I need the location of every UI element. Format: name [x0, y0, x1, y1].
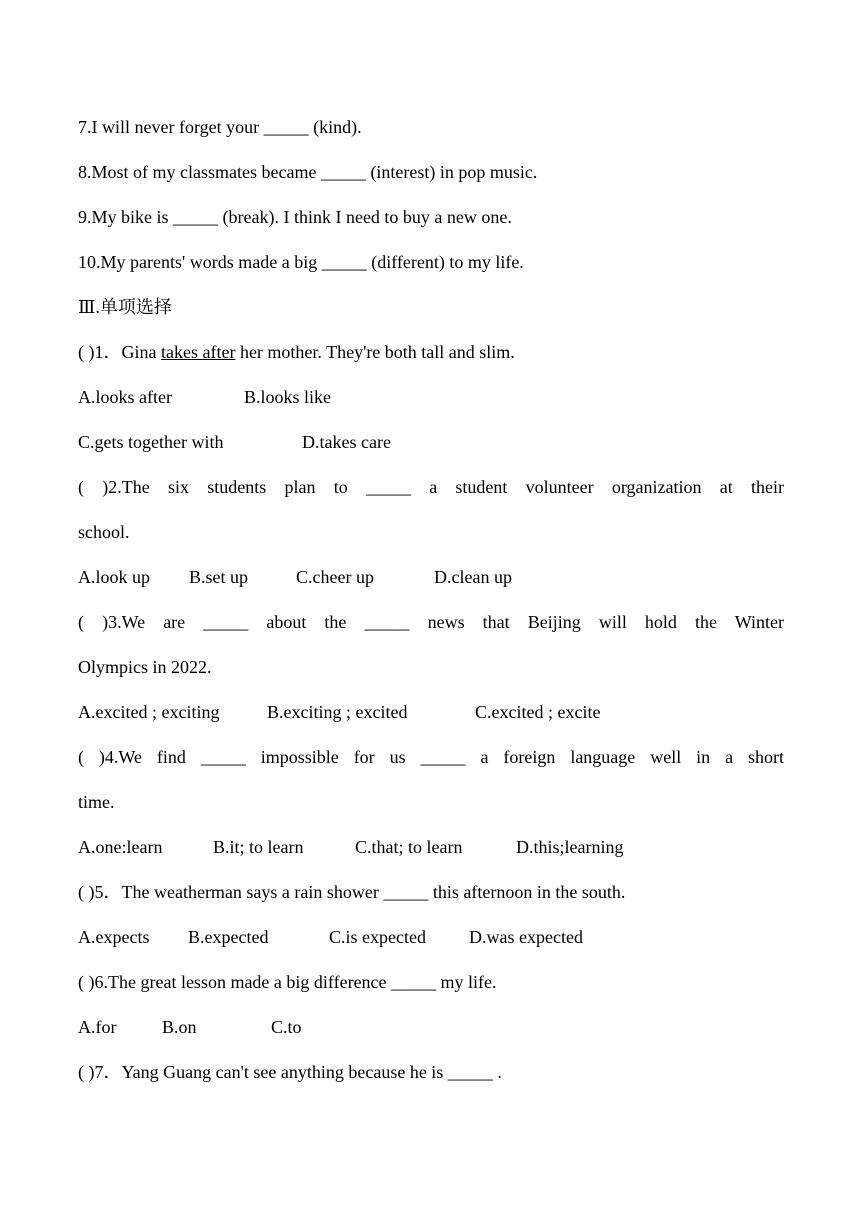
q4-option-d: D.this;learning: [516, 837, 624, 857]
question-1-options-row2: [78, 430, 391, 454]
question-4-options: [78, 835, 623, 859]
fill-in-9: 9.My bike is _____ (break). I think I need to buy a new one.: [78, 207, 512, 227]
question-2-options: [78, 565, 512, 589]
section-title: Ⅲ.单项选择: [78, 297, 172, 317]
question-5-options: [78, 925, 583, 949]
q2-option-d: D.clean up: [434, 567, 512, 587]
question-2-line1: ( )2.The six students plan to _____ a student volunteer organization at their: [78, 477, 784, 497]
question-1-prefix: ( )1．Gina: [78, 342, 161, 362]
question-4-line1: ( )4.We find _____ impossible for us _____ a foreign language well in a short: [78, 747, 784, 767]
q3-option-c: C.excited ; excite: [475, 702, 601, 722]
q1-option-d: D.takes care: [302, 432, 391, 452]
question-2-line2: school.: [78, 522, 130, 542]
q4-option-a: A.one:learn: [78, 837, 163, 857]
question-1-suffix: her mother. They're both tall and slim.: [235, 342, 515, 362]
question-7: ( )7．Yang Guang can't see anything because he is _____ .: [78, 1062, 502, 1082]
q1-option-a: A.looks after: [78, 387, 172, 407]
q2-option-b: B.set up: [189, 567, 249, 587]
question-3-line2: Olympics in 2022.: [78, 657, 212, 677]
question-3-line1: ( )3.We are _____ about the _____ news that Beijing will hold the Winter: [78, 612, 784, 632]
question-6-options: [78, 1015, 302, 1039]
q5-option-d: D.was expected: [469, 927, 583, 947]
question-1-underlined: takes after: [160, 342, 236, 362]
fill-in-10: 10.My parents' words made a big _____ (different) to my life.: [78, 252, 524, 272]
question-1-options-row1: [78, 385, 331, 409]
q1-option-b: B.looks like: [244, 387, 332, 407]
fill-in-8: 8.Most of my classmates became _____ (interest) in pop music.: [78, 162, 538, 182]
q3-option-a: A.excited ; exciting: [78, 702, 220, 722]
question-3-options: [78, 700, 600, 724]
q5-option-b: B.expected: [188, 927, 269, 947]
question-5-blank: _____: [383, 882, 429, 902]
q4-option-c: C.that; to learn: [355, 837, 463, 857]
q5-option-c: C.is expected: [329, 927, 426, 947]
q6-option-a: A.for: [78, 1017, 117, 1037]
q6-option-c: C.to: [271, 1017, 302, 1037]
q3-option-b: B.exciting ; excited: [267, 702, 408, 722]
question-1: [78, 340, 515, 364]
fill-in-7: 7.I will never forget your _____ (kind).: [78, 117, 362, 137]
question-5: [78, 880, 625, 904]
question-5-suffix: this afternoon in the south.: [428, 882, 626, 902]
q4-option-b: B.it; to learn: [213, 837, 304, 857]
q1-option-c: C.gets together with: [78, 432, 224, 452]
q2-option-c: C.cheer up: [296, 567, 374, 587]
question-4-line2: time.: [78, 792, 115, 812]
q2-option-a: A.look up: [78, 567, 150, 587]
q5-option-a: A.expects: [78, 927, 150, 947]
question-5-prefix: ( )5．The weatherman says a rain shower: [78, 882, 384, 902]
q6-option-b: B.on: [162, 1017, 197, 1037]
question-6: ( )6.The great lesson made a big difference _____ my life.: [78, 972, 497, 992]
